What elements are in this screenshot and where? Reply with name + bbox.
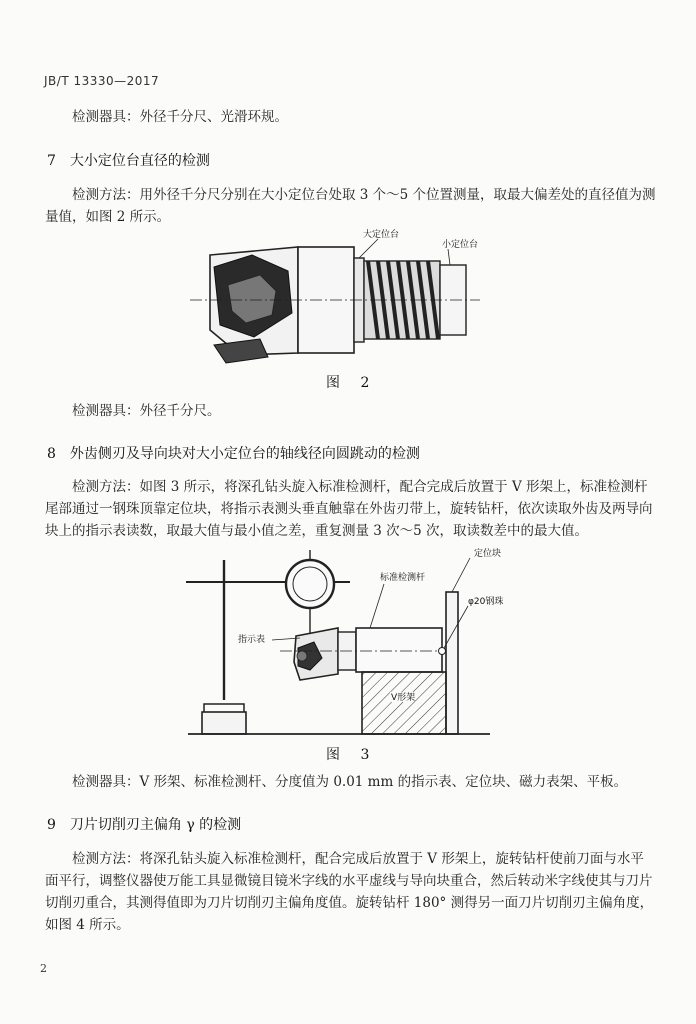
label-steel-ball: φ20钢珠 (468, 597, 504, 607)
label-standard-rod: 标准检测杆 (380, 573, 426, 583)
figure-3-setup (180, 540, 510, 740)
section6-tools: 检测器具：外径千分尺、光滑环规。 (72, 109, 288, 125)
label-locating-block: 定位块 (474, 549, 502, 559)
figure-3-caption: 图 3 (326, 747, 378, 763)
section8-tools: 检测器具：V 形架、标准检测杆、分度值为 0.01 mm 的指示表、定位块、磁力表架、平板。 (72, 774, 628, 790)
section7-tools: 检测器具：外径千分尺。 (72, 403, 221, 419)
section7-method: 检测方法：用外径千分尺分别在大小定位台处取 3 个～5 个位置测量，取最大偏差处的直径值为测量值，如图 2 所示。 (45, 187, 656, 225)
label-large-collar: 大定位台 (363, 230, 400, 240)
section7-heading: 7 大小定位台直径的检测 (47, 153, 210, 169)
figure-2-caption: 图 2 (326, 375, 378, 391)
page-number: 2 (40, 962, 47, 975)
label-indicator: 指示表 (238, 635, 266, 645)
figure-2-drill (180, 225, 500, 375)
section8-method: 检测方法：如图 3 所示，将深孔钻头旋入标准检测杆，配合完成后放置于 V 形架上，标准检测杆尾部通过一钢珠顶靠定位块，将指示表测头垂直触靠在外齿刃带上，旋转钻杆，依次读取外齿及两导向块上的指示表读数，取最大值与最小值之差，重复测量 3 次～5 次，取读数差中的最大值。 (45, 479, 653, 539)
standard-number: JB/T 13330—2017 (44, 74, 160, 88)
section9-method: 检测方法：将深孔钻头旋入标准检测杆，配合完成后放置于 V 形架上，旋转钻杆使前刀面与水平面平行，调整仪器使万能工具显微镜目镜米字线的水平虚线与导向块重合，然后转动米字线使其与刀片切削刃重合，其测得值即为刀片切削刃主偏角度值。旋转钻杆 180° 测得另一面刀片切削刃主偏角度，如图 4 所示。 (45, 851, 654, 933)
label-v-block: V形架 (391, 693, 416, 703)
label-small-collar: 小定位台 (442, 240, 479, 250)
section9-heading: 9 刀片切削刃主偏角 γ 的检测 (47, 817, 242, 833)
section8-heading: 8 外齿侧刃及导向块对大小定位台的轴线径向圆跳动的检测 (47, 446, 420, 462)
